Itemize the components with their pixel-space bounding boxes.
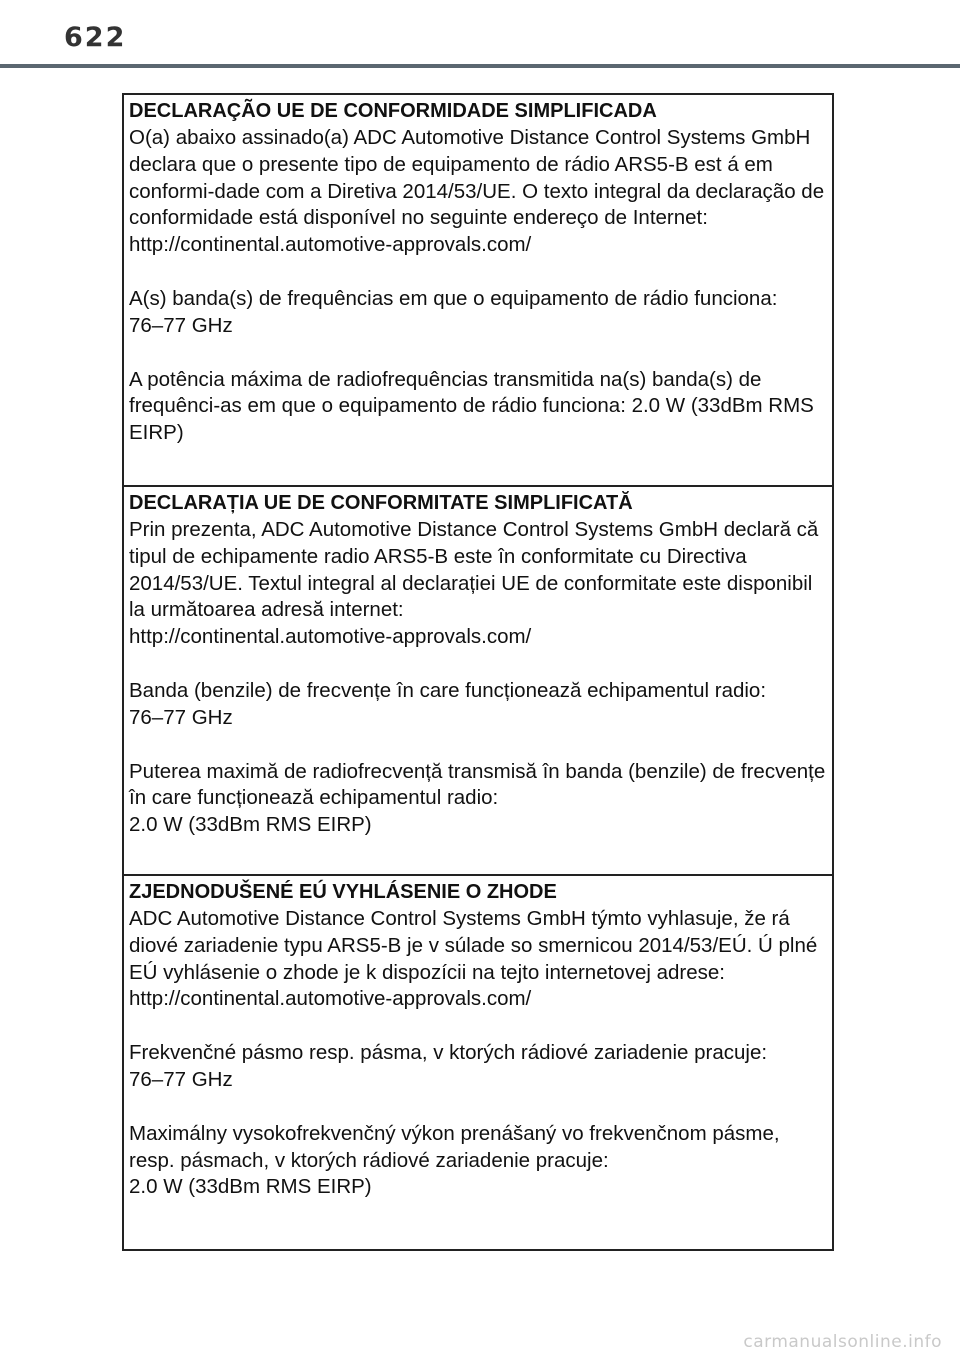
approvals-url-text[interactable]: http://continental.automotive-approvals.com/ <box>129 233 532 257</box>
section-slovak <box>124 876 832 1249</box>
spacer <box>129 651 828 678</box>
section-title: DECLARAȚIA UE DE CONFORMITATE SIMPLIFICATĂ <box>129 492 633 514</box>
band-value: 76–77 GHz <box>129 705 233 729</box>
page-number: 622 <box>64 22 127 53</box>
declaration-table <box>122 93 834 1251</box>
spacer <box>129 732 828 759</box>
power-value: 2.0 W (33dBm RMS EIRP) <box>129 1175 372 1199</box>
watermark: carmanualsonline.info <box>743 1332 942 1352</box>
approvals-url[interactable] <box>129 986 828 1013</box>
approvals-url-text[interactable]: http://continental.automotive-approvals.com/ <box>129 625 532 649</box>
spacer <box>129 259 828 286</box>
band-value: 76–77 GHz <box>129 1067 233 1091</box>
power-text: Puterea maximă de radiofrecvență transmisă în banda (benzile) de frecvențe în care funcționează echipamentul radio: <box>129 759 826 810</box>
approvals-url[interactable] <box>129 624 828 651</box>
band-label: Frekvenčné pásmo resp. pásma, v ktorých rádiové zariadenie pracuje: <box>129 1041 768 1065</box>
band-label: A(s) banda(s) de frequências em que o equipamento de rádio funciona: <box>129 286 778 310</box>
section-intro: Prin prezenta, ADC Automotive Distance Control Systems GmbH declară că tipul de echipamente radio ARS5-B este în conformitate cu Directiva 2014/53/UE. Textul integral al declarației UE de conformitate este disponibil la următoarea adresă internet: <box>129 518 819 622</box>
spacer <box>129 340 828 367</box>
spacer <box>129 1013 828 1040</box>
band-value: 76–77 GHz <box>129 313 233 337</box>
approvals-url-text[interactable]: http://continental.automotive-approvals.com/ <box>129 987 532 1011</box>
section-intro: O(a) abaixo assinado(a) ADC Automotive Distance Control Systems GmbH declara que o presente tipo de equipamento de rádio ARS5-B est á em conformi-dade com a Diretiva 2014/53/UE. O texto integral da declaração de conformidade está disponível no seguinte endereço de Internet: <box>129 126 825 230</box>
header-rule <box>0 64 960 68</box>
section-intro: ADC Automotive Distance Control Systems GmbH týmto vyhlasuje, že rá diové zariadenie typu ARS5-B je v súlade so smernicou 2014/53/EÚ. Ú plné EÚ vyhlásenie o zhode je k dispozícii na tejto internetovej adrese: <box>129 907 818 984</box>
band-label: Banda (benzile) de frecvențe în care funcționează echipamentul radio: <box>129 678 767 702</box>
power-text: Maximálny vysokofrekvenčný výkon prenášaný vo frekvenčnom pásme, resp. pásmach, v ktorých rádiové zariadenie pracuje: <box>129 1121 780 1172</box>
power-value: 2.0 W (33dBm RMS EIRP) <box>129 813 372 837</box>
section-title: ZJEDNODUŠENÉ EÚ VYHLÁSENIE O ZHODE <box>129 881 557 903</box>
power-text: A potência máxima de radiofrequências transmitida na(s) banda(s) de frequênci-as em que o equipamento de rádio funciona: 2.0 W (33dBm RMS EIRP) <box>129 367 814 445</box>
approvals-url[interactable] <box>129 232 828 259</box>
section-romanian <box>124 487 832 876</box>
section-title: DECLARAÇÃO UE DE CONFORMIDADE SIMPLIFICADA <box>129 100 657 122</box>
spacer <box>129 1094 828 1121</box>
section-portuguese <box>124 95 832 487</box>
